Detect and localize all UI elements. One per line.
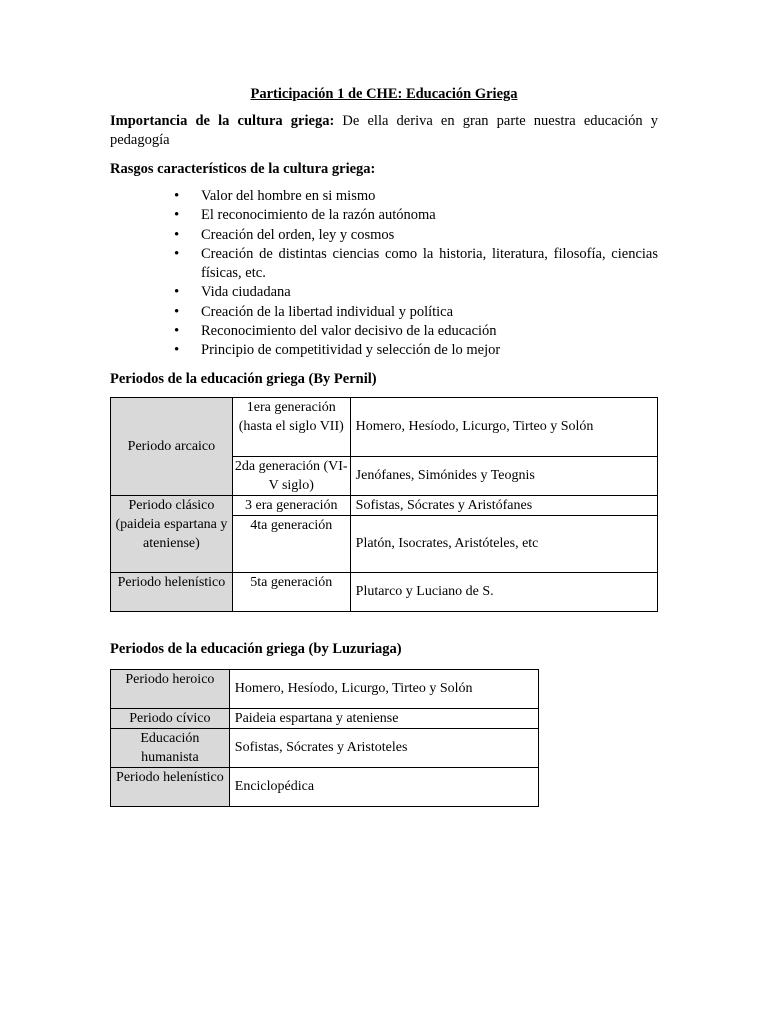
pernil-authors-cell: Jenófanes, Simónides y Teognis	[350, 456, 657, 495]
luzuriaga-content-cell: Paideia espartana y ateniense	[229, 708, 538, 728]
pernil-period-cell: Periodo arcaico	[111, 397, 233, 495]
luzuriaga-heading: Periodos de la educación griega (by Luzuriaga)	[110, 640, 402, 657]
luzuriaga-period-cell: Periodo cívico	[111, 708, 230, 728]
list-item: • Creación de distintas ciencias como la historia, literatura, filosofía, ciencias físicas, etc.	[201, 245, 658, 284]
luzuriaga-period-cell: Periodo helenístico	[111, 767, 230, 806]
document-page	[110, 84, 658, 807]
rasgos-heading: Rasgos característicos de la cultura griega:	[110, 161, 376, 177]
luzuriaga-content-cell: Enciclopédica	[229, 767, 538, 806]
list-item: • Valor del hombre en si mismo	[201, 187, 658, 206]
luzuriaga-period-cell: Educación humanista	[111, 728, 230, 767]
importancia-text: De ella deriva en gran parte nuestra educación y pedagogía	[110, 113, 658, 148]
luzuriaga-table	[110, 669, 539, 807]
pernil-authors-cell: Plutarco y Luciano de S.	[350, 572, 657, 611]
luzuriaga-content-cell: Sofistas, Sócrates y Aristoteles	[229, 728, 538, 767]
pernil-period-cell: Periodo helenístico	[111, 572, 233, 611]
rasgos-list	[110, 187, 658, 361]
pernil-generation-cell: 3 era generación	[232, 495, 350, 515]
pernil-authors-cell: Sofistas, Sócrates y Aristófanes	[350, 495, 657, 515]
list-item: • Principio de competitividad y selección de lo mejor	[201, 341, 658, 360]
pernil-period-cell: Periodo clásico (paideia espartana y ateniense)	[111, 495, 233, 572]
pernil-authors-cell: Platón, Isocrates, Aristóteles, etc	[350, 515, 657, 572]
pernil-table	[110, 397, 658, 612]
document-title: Participación 1 de CHE: Educación Griega	[250, 86, 518, 102]
luzuriaga-period-cell: Periodo heroico	[111, 669, 230, 708]
luzuriaga-content-cell: Homero, Hesíodo, Licurgo, Tirteo y Solón	[229, 669, 538, 708]
list-item: • El reconocimiento de la razón autónoma	[201, 206, 658, 225]
pernil-generation-cell: 1era generación (hasta el siglo VII)	[232, 397, 350, 456]
pernil-generation-cell: 5ta generación	[232, 572, 350, 611]
list-item: • Reconocimiento del valor decisivo de la educación	[201, 322, 658, 341]
list-item: • Creación del orden, ley y cosmos	[201, 226, 658, 245]
list-item: • Creación de la libertad individual y política	[201, 303, 658, 322]
pernil-generation-cell: 4ta generación	[232, 515, 350, 572]
pernil-heading: Periodos de la educación griega (By Pernil)	[110, 370, 377, 387]
pernil-generation-cell: 2da generación (VI-V siglo)	[232, 456, 350, 495]
importancia-paragraph	[110, 112, 658, 150]
importancia-label: Importancia de la cultura griega:	[110, 113, 335, 129]
list-item: • Vida ciudadana	[201, 283, 658, 302]
pernil-authors-cell: Homero, Hesíodo, Licurgo, Tirteo y Solón	[350, 397, 657, 456]
